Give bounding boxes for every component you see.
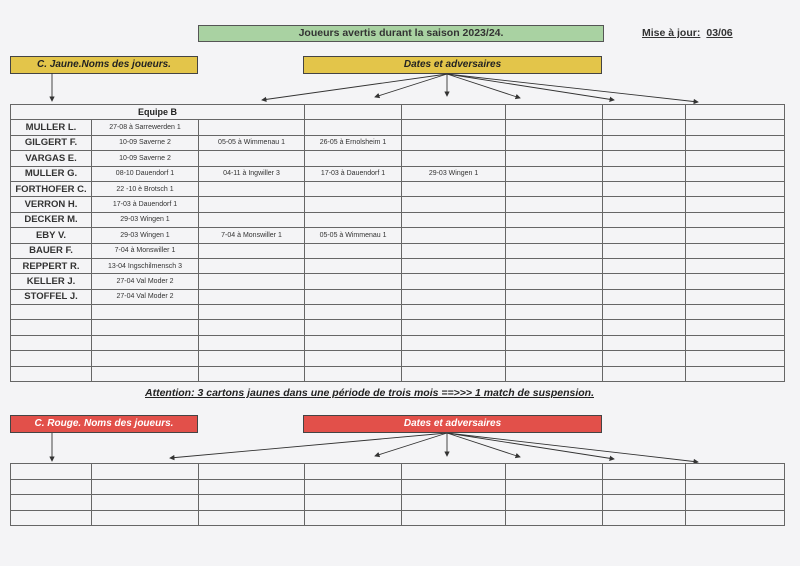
card-event: 05-05 à Wimmenau 1 xyxy=(199,135,305,150)
card-event xyxy=(686,166,785,181)
card-event xyxy=(199,258,305,273)
empty-cell xyxy=(305,495,402,511)
card-event xyxy=(506,320,603,335)
card-event xyxy=(402,212,506,227)
player-row xyxy=(11,135,785,150)
card-event xyxy=(199,212,305,227)
player-row xyxy=(11,212,785,227)
card-event xyxy=(603,135,686,150)
card-event xyxy=(506,135,603,150)
empty-cell xyxy=(199,464,305,480)
card-event xyxy=(603,289,686,304)
card-event xyxy=(402,274,506,289)
card-event xyxy=(506,258,603,273)
card-event xyxy=(506,228,603,243)
card-event: 13-04 Ingschilmensch 3 xyxy=(92,258,199,273)
empty-cell xyxy=(603,510,686,526)
empty-cell xyxy=(11,479,92,495)
empty-cell xyxy=(506,105,603,120)
empty-cell xyxy=(603,495,686,511)
card-event xyxy=(402,243,506,258)
empty-cell xyxy=(199,510,305,526)
card-event xyxy=(305,366,402,381)
empty-cell xyxy=(506,479,603,495)
red-row xyxy=(11,510,785,526)
card-event: 29-03 Wingen 1 xyxy=(92,228,199,243)
player-name: EBY V. xyxy=(11,228,92,243)
card-event xyxy=(92,305,199,320)
red-dates-arrow xyxy=(447,433,614,459)
card-event xyxy=(402,351,506,366)
card-event xyxy=(402,289,506,304)
yellow-dates-arrow xyxy=(447,74,520,98)
player-row xyxy=(11,320,785,335)
red-row xyxy=(11,464,785,480)
card-event xyxy=(603,258,686,273)
card-event xyxy=(506,351,603,366)
card-event xyxy=(305,120,402,135)
player-name: MULLER G. xyxy=(11,166,92,181)
empty-cell xyxy=(11,464,92,480)
red-dates-label: Dates et adversaires xyxy=(303,415,602,433)
player-name xyxy=(11,366,92,381)
empty-cell xyxy=(603,479,686,495)
red-row xyxy=(11,495,785,511)
page-title: Joueurs avertis durant la saison 2023/24. xyxy=(198,25,604,42)
player-row xyxy=(11,335,785,350)
card-event xyxy=(199,120,305,135)
empty-cell xyxy=(402,464,506,480)
card-event xyxy=(305,320,402,335)
card-event: 27-08 à Sarrewerden 1 xyxy=(92,120,199,135)
red-dates-arrow xyxy=(447,433,698,462)
player-row xyxy=(11,166,785,181)
yellow-dates-arrow xyxy=(262,74,447,100)
empty-cell xyxy=(686,510,785,526)
card-event xyxy=(92,351,199,366)
player-row xyxy=(11,351,785,366)
card-event xyxy=(603,243,686,258)
card-event xyxy=(686,228,785,243)
empty-cell xyxy=(402,510,506,526)
empty-cell xyxy=(686,464,785,480)
card-event xyxy=(92,335,199,350)
card-event xyxy=(199,181,305,196)
card-event xyxy=(603,366,686,381)
empty-cell xyxy=(305,510,402,526)
player-name xyxy=(11,320,92,335)
card-event xyxy=(199,274,305,289)
card-event: 27-04 Val Moder 2 xyxy=(92,289,199,304)
card-event xyxy=(402,228,506,243)
card-event xyxy=(506,366,603,381)
empty-cell xyxy=(686,479,785,495)
yellow-dates-arrow xyxy=(375,74,447,97)
card-event xyxy=(305,274,402,289)
card-event xyxy=(402,135,506,150)
card-event xyxy=(305,258,402,273)
card-event xyxy=(686,258,785,273)
empty-cell xyxy=(402,495,506,511)
card-event xyxy=(686,212,785,227)
card-event xyxy=(199,289,305,304)
empty-cell xyxy=(686,105,785,120)
card-event: 08-10 Dauendorf 1 xyxy=(92,166,199,181)
card-event xyxy=(603,181,686,196)
card-event: 22 -10 è Brotsch 1 xyxy=(92,181,199,196)
card-event: 7-04 à Monswiller 1 xyxy=(199,228,305,243)
card-event xyxy=(402,366,506,381)
empty-cell xyxy=(199,495,305,511)
card-event xyxy=(603,274,686,289)
card-event: 26-05 à Ernolsheim 1 xyxy=(305,135,402,150)
empty-cell xyxy=(506,510,603,526)
card-event xyxy=(686,335,785,350)
card-event xyxy=(603,197,686,212)
red-row xyxy=(11,479,785,495)
empty-cell xyxy=(402,105,506,120)
player-row xyxy=(11,228,785,243)
empty-cell xyxy=(11,495,92,511)
card-event xyxy=(686,366,785,381)
card-event: 17-03 à Dauendorf 1 xyxy=(92,197,199,212)
card-event xyxy=(686,243,785,258)
empty-cell xyxy=(92,495,199,511)
card-event xyxy=(402,320,506,335)
card-event xyxy=(305,243,402,258)
card-event xyxy=(402,197,506,212)
card-event xyxy=(305,181,402,196)
card-event xyxy=(305,151,402,166)
attention-note: Attention: 3 cartons jaunes dans une période de trois mois ==>>> 1 match de suspension. xyxy=(145,387,594,399)
card-event xyxy=(686,197,785,212)
card-event xyxy=(603,151,686,166)
card-event xyxy=(305,335,402,350)
empty-cell xyxy=(305,479,402,495)
card-event xyxy=(603,212,686,227)
player-name xyxy=(11,335,92,350)
empty-cell xyxy=(603,464,686,480)
card-event: 04-11 à Ingwiller 3 xyxy=(199,166,305,181)
card-event xyxy=(305,305,402,320)
card-event xyxy=(603,166,686,181)
card-event xyxy=(305,351,402,366)
empty-cell xyxy=(686,495,785,511)
card-event: 10-09 Saverne 2 xyxy=(92,135,199,150)
card-event xyxy=(92,320,199,335)
yellow-names-label: C. Jaune.Noms des joueurs. xyxy=(10,56,198,74)
card-event xyxy=(199,305,305,320)
red-card-table xyxy=(10,463,785,526)
card-event xyxy=(603,320,686,335)
card-event xyxy=(506,274,603,289)
card-event xyxy=(199,351,305,366)
empty-cell xyxy=(92,510,199,526)
card-event: 29-03 Wingen 1 xyxy=(92,212,199,227)
card-event xyxy=(686,135,785,150)
player-row xyxy=(11,120,785,135)
player-name: BAUER F. xyxy=(11,243,92,258)
empty-cell xyxy=(92,479,199,495)
card-event xyxy=(686,305,785,320)
empty-cell xyxy=(199,479,305,495)
empty-cell xyxy=(11,510,92,526)
empty-cell xyxy=(506,495,603,511)
card-event xyxy=(603,335,686,350)
card-event xyxy=(199,320,305,335)
card-event xyxy=(402,258,506,273)
card-event xyxy=(686,289,785,304)
card-event: 29-03 Wingen 1 xyxy=(402,166,506,181)
empty-cell xyxy=(506,464,603,480)
card-event xyxy=(305,197,402,212)
card-event: 10-09 Saverne 2 xyxy=(92,151,199,166)
red-names-label: C. Rouge. Noms des joueurs. xyxy=(10,415,198,433)
card-event xyxy=(506,243,603,258)
player-row xyxy=(11,274,785,289)
card-event xyxy=(506,166,603,181)
player-name: VARGAS E. xyxy=(11,151,92,166)
card-event xyxy=(686,320,785,335)
card-event xyxy=(603,351,686,366)
card-event xyxy=(402,151,506,166)
card-event xyxy=(506,289,603,304)
player-name: REPPERT R. xyxy=(11,258,92,273)
yellow-dates-label: Dates et adversaires xyxy=(303,56,602,74)
card-event xyxy=(402,181,506,196)
empty-cell xyxy=(402,479,506,495)
card-event xyxy=(506,335,603,350)
player-name: DECKER M. xyxy=(11,212,92,227)
card-event xyxy=(402,305,506,320)
card-event xyxy=(603,305,686,320)
yellow-dates-arrow xyxy=(447,74,698,102)
player-name: VERRON H. xyxy=(11,197,92,212)
card-event xyxy=(199,151,305,166)
card-event xyxy=(199,197,305,212)
player-name xyxy=(11,305,92,320)
yellow-dates-arrow xyxy=(447,74,614,100)
card-event: 7-04 à Monswiller 1 xyxy=(92,243,199,258)
yellow-card-table xyxy=(10,104,785,382)
card-event xyxy=(506,305,603,320)
empty-cell xyxy=(305,105,402,120)
card-event xyxy=(603,120,686,135)
team-header: Equipe B xyxy=(11,105,305,120)
card-event xyxy=(686,120,785,135)
player-row xyxy=(11,151,785,166)
card-event xyxy=(603,228,686,243)
player-row xyxy=(11,289,785,304)
card-event xyxy=(402,120,506,135)
update-label: Mise à jour: xyxy=(642,27,701,39)
card-event xyxy=(506,120,603,135)
player-row xyxy=(11,181,785,196)
card-event xyxy=(686,181,785,196)
empty-cell xyxy=(603,105,686,120)
player-name xyxy=(11,351,92,366)
player-row xyxy=(11,366,785,381)
card-event xyxy=(686,274,785,289)
card-event xyxy=(199,335,305,350)
player-row xyxy=(11,243,785,258)
team-header-row xyxy=(11,105,785,120)
card-event xyxy=(506,212,603,227)
red-dates-arrow xyxy=(170,433,447,458)
card-event xyxy=(506,197,603,212)
player-name: GILGERT F. xyxy=(11,135,92,150)
red-dates-arrow xyxy=(447,433,520,457)
player-row xyxy=(11,197,785,212)
card-event xyxy=(305,289,402,304)
card-event xyxy=(199,243,305,258)
player-row xyxy=(11,305,785,320)
empty-cell xyxy=(92,464,199,480)
card-event xyxy=(92,366,199,381)
update-date: 03/06 xyxy=(706,27,733,39)
card-event xyxy=(199,366,305,381)
card-event: 17-03 à Dauendorf 1 xyxy=(305,166,402,181)
player-name: MULLER L. xyxy=(11,120,92,135)
player-name: STOFFEL J. xyxy=(11,289,92,304)
card-event: 27-04 Val Moder 2 xyxy=(92,274,199,289)
card-event xyxy=(686,151,785,166)
card-event xyxy=(506,181,603,196)
player-name: KELLER J. xyxy=(11,274,92,289)
card-event xyxy=(305,212,402,227)
card-event: 05-05 à Wimmenau 1 xyxy=(305,228,402,243)
card-event xyxy=(506,151,603,166)
card-event xyxy=(402,335,506,350)
empty-cell xyxy=(305,464,402,480)
player-name: FORTHOFER C. xyxy=(11,181,92,196)
card-event xyxy=(686,351,785,366)
player-row xyxy=(11,258,785,273)
